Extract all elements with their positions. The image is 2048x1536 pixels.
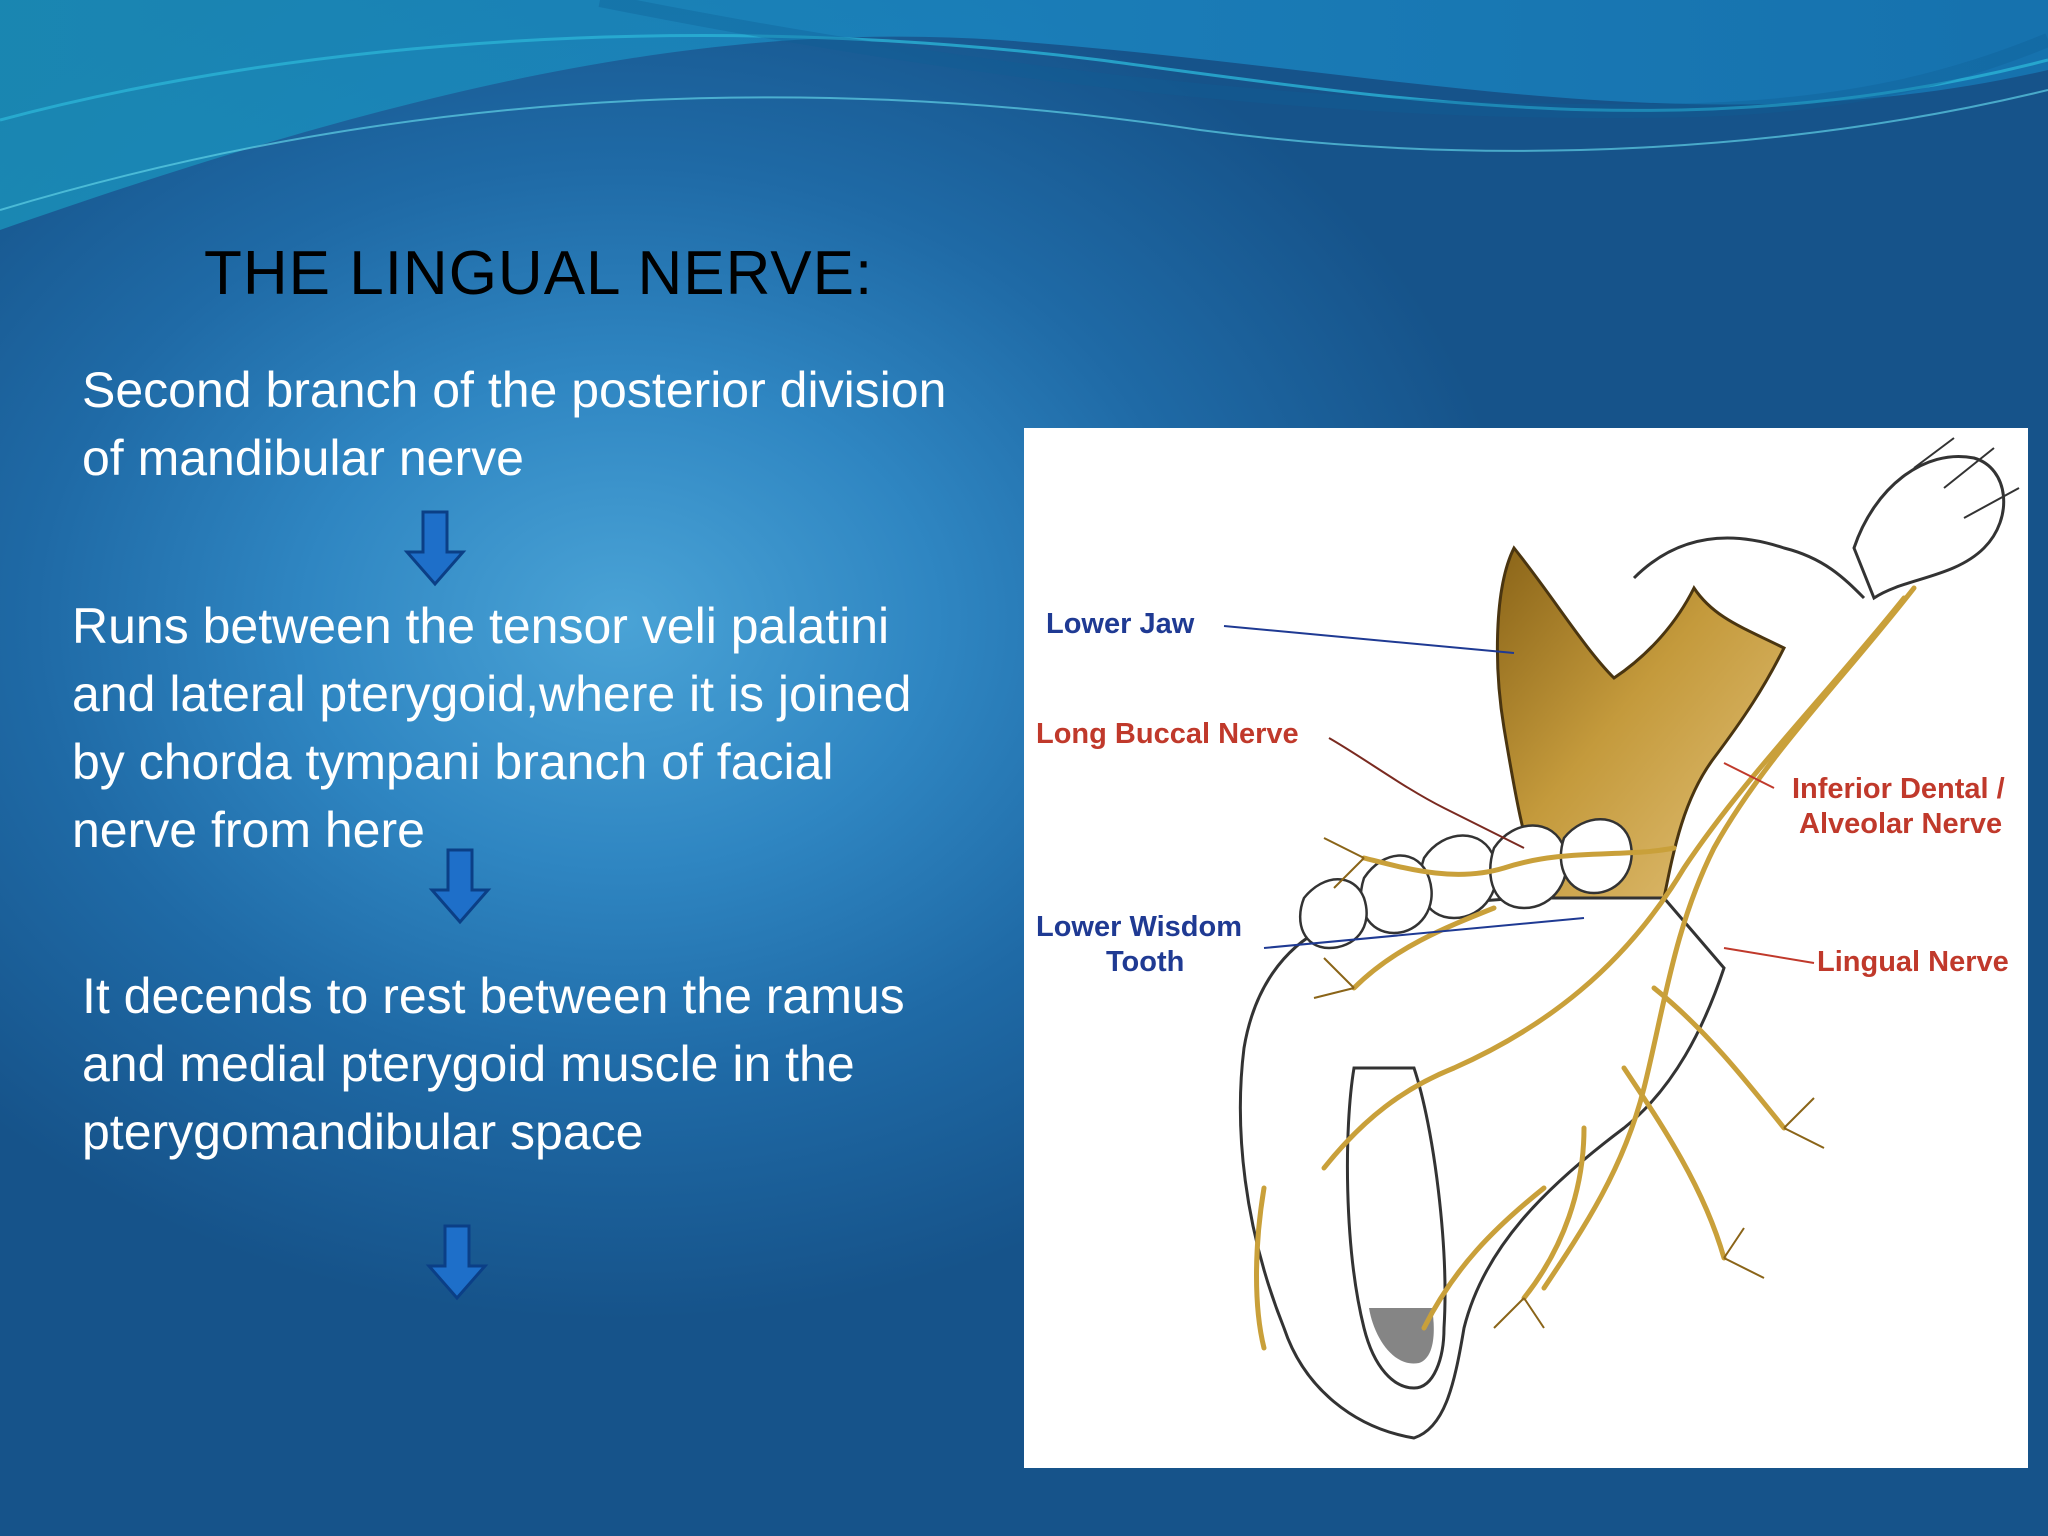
lingual-nerve-illustration — [1024, 428, 2028, 1468]
leader-lower-jaw — [1224, 626, 1514, 653]
condyle-outline — [1854, 456, 2004, 598]
mandible-drawing — [1024, 428, 2028, 1468]
slide-title: THE LINGUAL NERVE: — [204, 239, 874, 308]
paragraph-line: and medial pterygoid muscle in the — [82, 1036, 855, 1092]
paragraph-line: and lateral pterygoid,where it is joined — [72, 666, 912, 722]
label-inferior-dental-line1: Inferior Dental / — [1792, 773, 2005, 805]
paragraph-line: Second branch of the posterior division — [82, 362, 947, 418]
paragraph-line: of mandibular nerve — [82, 430, 524, 486]
down-arrow-icon — [425, 1222, 489, 1302]
label-inferior-dental-line2: Alveolar Nerve — [1799, 808, 2003, 840]
paragraph-line: by chorda tympani branch of facial — [72, 734, 834, 790]
header-wave-decoration — [0, 0, 2048, 260]
mandible-body — [1240, 898, 1724, 1438]
label-lower-wisdom-line1: Lower Wisdom — [1036, 911, 1242, 943]
label-lower-wisdom-line2: Tooth — [1106, 946, 1185, 978]
leader-lingual — [1724, 948, 1814, 963]
label-lower-jaw: Lower Jaw — [1046, 608, 1195, 640]
down-arrow-icon — [403, 508, 467, 588]
paragraph-line: It decends to rest between the ramus — [82, 968, 905, 1024]
paragraph-course — [72, 592, 911, 864]
paragraph-line: pterygomandibular space — [82, 1104, 644, 1160]
paragraph-line: nerve from here — [72, 802, 425, 858]
label-lingual-nerve: Lingual Nerve — [1817, 946, 2009, 978]
paragraph-origin — [82, 356, 946, 492]
label-long-buccal-nerve: Long Buccal Nerve — [1036, 718, 1299, 750]
down-arrow-icon — [428, 846, 492, 926]
leader-long-buccal — [1329, 738, 1524, 848]
paragraph-line: Runs between the tensor veli palatini — [72, 598, 890, 654]
paragraph-descent — [82, 962, 905, 1166]
